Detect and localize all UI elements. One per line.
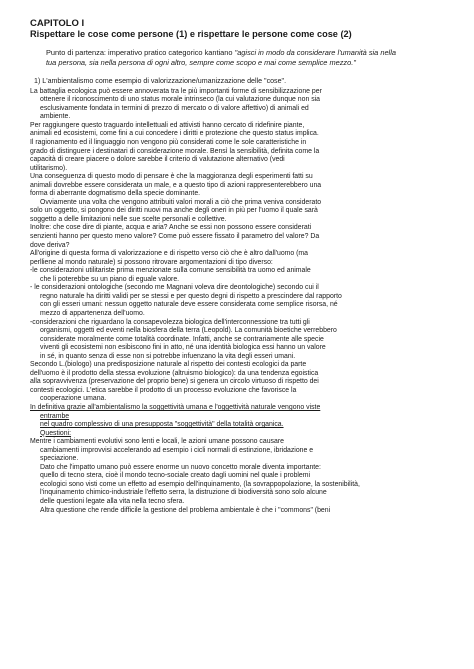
body-line: dell'uomo è il prodotto della stessa evoluzione (altruismo biologico): da una tendenza egoistica <box>30 369 319 377</box>
body-line: capacità di creare piacere o dolore sarebbe il criterio di valutazione alternativo (vedi <box>30 156 285 164</box>
body-line: viventi gli ecosistemi non esibiscono fini in atto, né una identità biologica essi hanno un valore <box>40 344 326 352</box>
body-line: in sé, in quanto senza di esse non si potrebbe infuenzano la vita degli esseri umani. <box>40 352 296 360</box>
conclusion-line: nel quadro complessivo di una presupposta "soggettività" della totalità organica. <box>40 421 284 429</box>
chapter-label: CAPITOLO I <box>30 18 85 29</box>
body-line: La battaglia ecologica può essere annoverata tra le più importanti forme di sensibilizzazione per <box>30 87 322 95</box>
conclusion-line: In definitiva grazie all'ambientalismo la soggettività umana e l'oggettività naturale vengono viste <box>30 403 321 411</box>
body-line: mezzo di appartenenza dell'uomo. <box>40 309 145 317</box>
body-line: solo un oggetto, si pongono dei diritti nuovi ma anche degli oneri in più per l'uomo il quale sarà <box>30 207 318 215</box>
section-heading: 1) L'ambientalismo come esempio di valorizzazione/umanizzazione delle "cose". <box>34 77 287 86</box>
body-line: Ovviamente una volta che vengono attribuiti valori morali a ciò che prima veniva considerato <box>40 198 322 206</box>
body-line: con gli esseri umani: nessun oggetto naturale deve essere considerata come semplice risorsa, né <box>40 301 338 309</box>
body-line: senzienti hanno per questo meno valore? Come può essere fissato il parametro del valore? Da <box>30 233 320 241</box>
question-line: ecologici sono visti come un effetto ad esempio dell'inquinamento, (la sovrappopolazione, la sostenibilità, <box>40 480 360 488</box>
questions-label: Questioni: <box>40 429 72 437</box>
body-line: considerate moralmente come totalità coordinate. Infatti, anche se contrariamente alle specie <box>40 335 324 343</box>
intro-prefix: Punto di partenza: imperativo pratico categorico kantiano <box>46 48 235 57</box>
body-line: regno naturale ha diritti validi per se stessi e per questo degni di rispetto a prescindere dal rapporto <box>40 292 342 300</box>
body-line: cooperazione umana. <box>40 395 107 403</box>
body-line: ambiente. <box>40 113 71 121</box>
body-line: Inoltre: che cose dire di piante, acqua e aria? Anche se essi non possono essere considerati <box>30 224 312 232</box>
question-line: delle questioni legate alla vita nella tecno sfera. <box>40 497 185 505</box>
kant-quote-part-1: "agisci in modo da considerare l'umanità sia nella <box>234 48 396 57</box>
body-line: Il ragionamento ed il linguaggio non vengono più considerati come le sole caratteristiche in <box>30 139 307 147</box>
body-line: soggetto a delle limitazioni nelle sue scelte personali e collettive. <box>30 215 227 223</box>
intro-block <box>46 48 444 67</box>
body-line: alla sopravvivenza (preservazione del proprio bene) si genera un circolo virtuoso di rispetto dei <box>30 378 319 386</box>
body-line: organismi, oggetti ed eventi nella biosfera della terra (Leopold). La comunità bioetiche verrebbero <box>40 327 337 335</box>
question-line: l'inquinamento chimico-industriale l'effetto serra, la distruzione di biodiversità sono solo alcune <box>40 489 327 497</box>
body-line: animali ed ecosistemi, come fini a cui concedere i diritti e protezione che questo status implica. <box>30 130 319 138</box>
section-body <box>30 77 444 515</box>
body-line: contesti ecologici. L'etica sarebbe il prodotto di un processo evoluzione che favorisce la <box>30 386 297 394</box>
question-line: Altra questione che rende difficile la gestione del problema ambientale è che i "commons" (beni <box>40 506 331 514</box>
question-line: quello di tecno stera, cioè il mondo tecno-sociale creato dagli uomini nel quale i problemi <box>40 472 311 480</box>
body-line: - le considerazioni ontologiche (secondo me Magnani voleva dire deontologiche) secondo cui il <box>30 284 319 292</box>
body-line: animali dovrebbe essere considerata un male, e a questo tipo di azioni rappresenterebbero una <box>30 181 322 189</box>
body-line: forma di aberrante dogmatismo della specie dominante. <box>30 190 201 198</box>
kant-quote-part-2: tua persona, sia nella persona di ogni altro, sempre come scopo e mai come semplice mezzo." <box>46 57 356 67</box>
body-line: che li poterebbe su un piano di eguale valore. <box>40 275 180 283</box>
intro-line-2 <box>46 58 444 68</box>
conclusion-line: entrambe <box>40 412 70 420</box>
page-title: Rispettare le cose come persone (1) e rispettare le persone come cose (2) <box>30 29 352 39</box>
body-line: -considerazioni che riguardano la consapevolezza biologica dell'interconnessione tra tutti gli <box>30 318 310 326</box>
body-line: Secondo L.(biologo) una predisposizione naturale al rispetto dei contesti ecologici da parte <box>30 361 307 369</box>
body-line: grado di distinguere i destinatari di considerazione morale. Bensì la sensibilità, definita come la <box>30 147 320 155</box>
body-line: Per raggiungere questo traguardo intellettuali ed attivisti hanno cercato di ridefinire piante, <box>30 121 305 129</box>
body-line: perlliene al mondo naturale) si possono ritrovare argomentazioni di tipo diverso: <box>30 258 273 266</box>
question-line: Dato che l'impatto umano può essere enorme un nuovo concetto morale diventa importante: <box>40 463 321 471</box>
body-line: esclusivamente fondata in termini di prezzo di mercato o di valore affettivo) di animali ed <box>40 104 309 112</box>
body-line: ottenere il riconoscimento di uno status morale intrinseco (la cui valutazione dunque non sia <box>40 96 320 104</box>
body-line: -le considerazioni utilitariste prima menzionate sulla comune sensibilità tra uomo ed animale <box>30 267 311 275</box>
body-line: All'origine di questa forma di valorizzazione e di rispetto verso ciò che è altro dall'uomo (ma <box>30 250 309 258</box>
question-line: speciazione. <box>40 455 79 463</box>
body-line: utilitarismo). <box>30 164 68 172</box>
question-line: cambiamenti improvvisi accelerando ad esempio i cicli normali di estinzione, ibridazione e <box>40 446 314 454</box>
body-line: Una conseguenza di questo modo di pensare è che la maggioranza degli esperimenti fatti su <box>30 173 313 181</box>
intro-line-1 <box>46 48 444 58</box>
question-line: Mentre i cambiamenti evolutivi sono lenti e locali, le azioni umane possono causare <box>30 438 284 446</box>
body-line: dove deriva? <box>30 241 70 249</box>
